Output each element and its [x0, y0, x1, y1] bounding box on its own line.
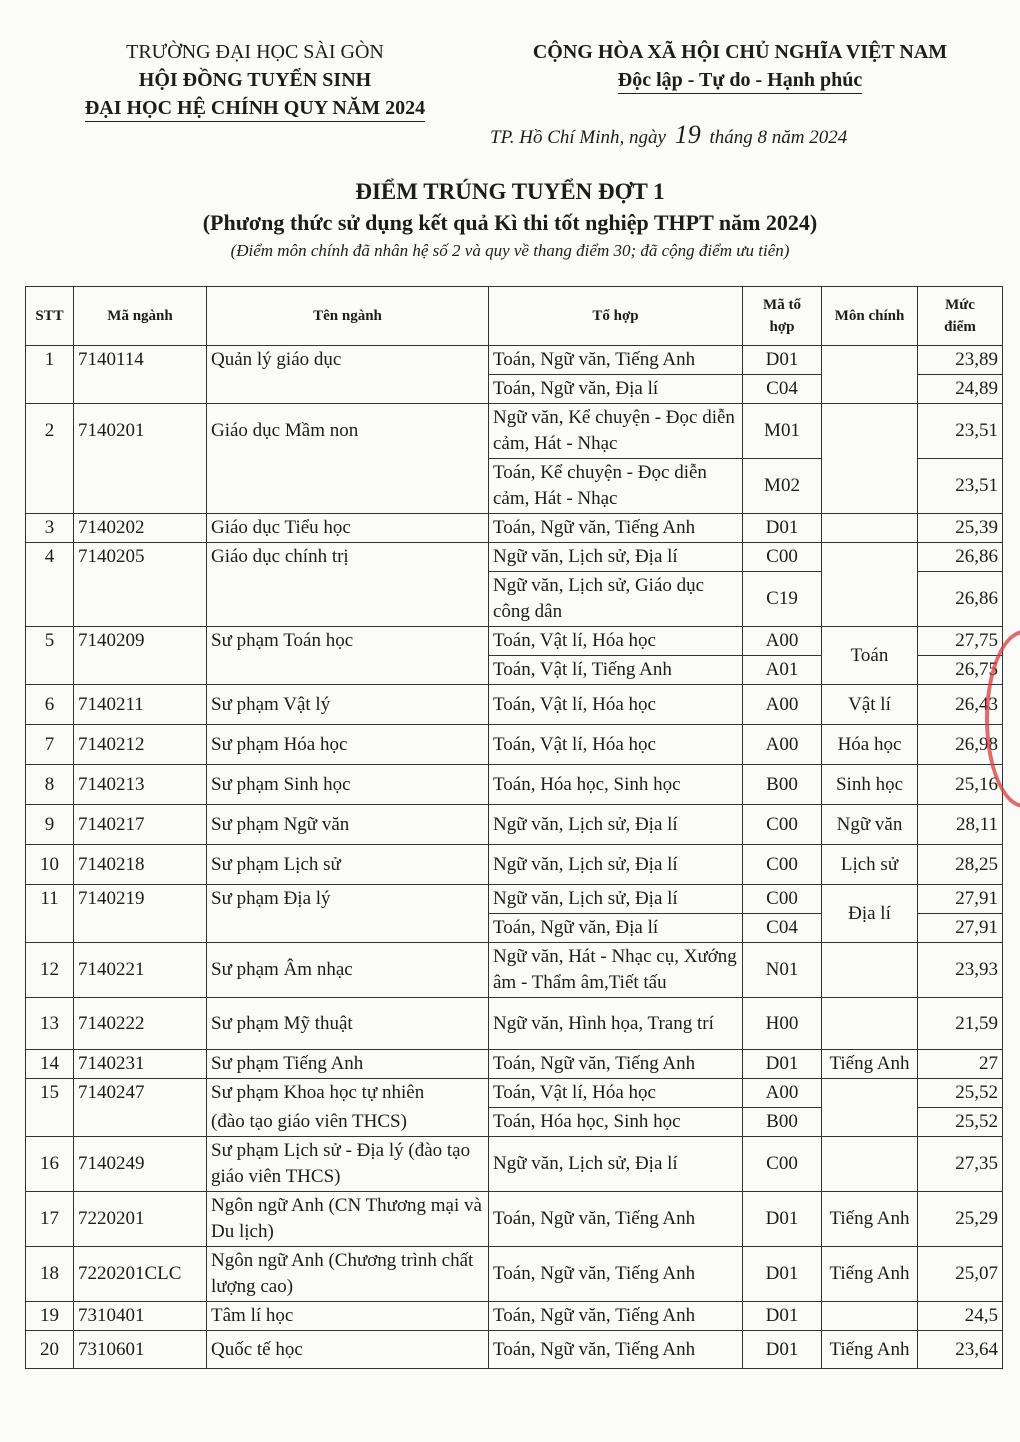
table-cell: C00 [743, 1137, 822, 1192]
table-cell: Sư phạm Địa lý [207, 885, 489, 943]
table-cell: 11 [26, 885, 74, 943]
table-cell: 7140209 [74, 627, 207, 685]
table-cell: C00 [743, 845, 822, 885]
table-cell: D01 [743, 1192, 822, 1247]
table-cell: 7140201 [74, 404, 207, 514]
document-note: (Điểm môn chính đã nhân hệ số 2 và quy về thang điểm 30; đã cộng điểm ưu tiên) [230, 241, 790, 260]
document-title-block [0, 176, 1020, 264]
table-cell: 7140211 [74, 685, 207, 725]
table-cell: 24,5 [918, 1302, 1003, 1331]
table-cell [822, 998, 918, 1050]
table-cell: D01 [743, 1302, 822, 1331]
date-suffix: tháng 8 năm 2024 [709, 127, 848, 148]
col-mon-chinh: Môn chính [822, 287, 918, 346]
table-cell: C00 [743, 543, 822, 572]
document-title: ĐIỂM TRÚNG TUYỂN ĐỢT 1 [355, 179, 665, 204]
table-cell: 10 [26, 845, 74, 885]
table-cell: Sinh học [822, 765, 918, 805]
table-cell: B00 [743, 1108, 822, 1137]
table-cell: Toán, Ngữ văn, Tiếng Anh [489, 1192, 743, 1247]
table-cell: Toán, Ngữ văn, Địa lí [489, 375, 743, 404]
table-row [26, 514, 1003, 543]
table-cell: 25,52 [918, 1108, 1003, 1137]
table-row [26, 943, 1003, 998]
table-cell: 25,29 [918, 1192, 1003, 1247]
table-row [26, 1302, 1003, 1331]
table-cell: 26,86 [918, 572, 1003, 627]
table-cell: Giáo dục chính trị [207, 543, 489, 627]
table-cell: 7220201CLC [74, 1247, 207, 1302]
table-cell: Quản lý giáo dục [207, 346, 489, 404]
table-cell: 16 [26, 1137, 74, 1192]
table-cell: C00 [743, 805, 822, 845]
table-row [26, 1192, 1003, 1247]
table-cell: Giáo dục Tiểu học [207, 514, 489, 543]
table-cell: Toán, Ngữ văn, Tiếng Anh [489, 514, 743, 543]
table-cell: Tiếng Anh [822, 1192, 918, 1247]
table-cell: Tiếng Anh [822, 1331, 918, 1369]
table-cell: C00 [743, 885, 822, 914]
table-cell: 7140221 [74, 943, 207, 998]
table-cell: Toán, Ngữ văn, Tiếng Anh [489, 1302, 743, 1331]
table-cell [822, 943, 918, 998]
admission-score-table [25, 286, 1003, 1369]
table-cell: 7140249 [74, 1137, 207, 1192]
table-cell: (đào tạo giáo viên THCS) [207, 1108, 489, 1137]
table-cell: 28,11 [918, 805, 1003, 845]
table-cell: Sư phạm Hóa học [207, 725, 489, 765]
table-cell: 26,75 [918, 656, 1003, 685]
table-cell: 18 [26, 1247, 74, 1302]
table-cell: Sư phạm Khoa học tự nhiên [207, 1079, 489, 1108]
table-cell: Sư phạm Mỹ thuật [207, 998, 489, 1050]
table-cell: Toán, Ngữ văn, Tiếng Anh [489, 346, 743, 375]
table-cell: 23,64 [918, 1331, 1003, 1369]
table-row [26, 845, 1003, 885]
table-cell: B00 [743, 765, 822, 805]
table-cell: A01 [743, 656, 822, 685]
table-cell: C04 [743, 375, 822, 404]
table-cell: 7140219 [74, 885, 207, 943]
table-cell: Ngôn ngữ Anh (Chương trình chất lượng cao) [207, 1247, 489, 1302]
table-cell: 7310601 [74, 1331, 207, 1369]
national-heading [500, 38, 980, 94]
table-cell: D01 [743, 1247, 822, 1302]
country-name: CỘNG HÒA XÃ HỘI CHỦ NGHĨA VIỆT NAM [532, 41, 948, 63]
col-to-hop: Tổ hợp [489, 287, 743, 346]
table-cell: 7220201 [74, 1192, 207, 1247]
table-row [26, 1079, 1003, 1108]
program-name: ĐẠI HỌC HỆ CHÍNH QUY NĂM 2024 [85, 95, 425, 122]
table-cell: 1 [26, 346, 74, 404]
table-row [26, 404, 1003, 459]
table-cell: Sư phạm Âm nhạc [207, 943, 489, 998]
table-cell [822, 404, 918, 514]
table-cell: 7140213 [74, 765, 207, 805]
table-row [26, 1050, 1003, 1079]
table-cell: 7140217 [74, 805, 207, 845]
table-cell: 27,91 [918, 885, 1003, 914]
table-cell: Tâm lí học [207, 1302, 489, 1331]
col-stt: STT [26, 287, 74, 346]
table-cell: M01 [743, 404, 822, 459]
col-ma-nganh: Mã ngành [74, 287, 207, 346]
table-cell: 25,07 [918, 1247, 1003, 1302]
table-cell: Ngữ văn, Hát - Nhạc cụ, Xướng âm - Thẩm âm,Tiết tấu [489, 943, 743, 998]
header-text: Mã tổ [763, 297, 801, 313]
table-cell: 7140114 [74, 346, 207, 404]
table-cell: D01 [743, 1050, 822, 1079]
table-cell: 7140212 [74, 725, 207, 765]
header-text: điểm [944, 319, 976, 335]
table-cell: 26,86 [918, 543, 1003, 572]
col-ten-nganh: Tên ngành [207, 287, 489, 346]
table-cell: 23,51 [918, 459, 1003, 514]
table-cell: A00 [743, 725, 822, 765]
table-cell: Toán, Hóa học, Sinh học [489, 765, 743, 805]
issue-date [490, 120, 847, 150]
date-prefix: TP. Hồ Chí Minh, ngày [490, 127, 666, 148]
table-cell: 5 [26, 627, 74, 685]
table-cell: Ngữ văn, Lịch sử, Địa lí [489, 805, 743, 845]
table-cell: 25,52 [918, 1079, 1003, 1108]
header-text: hợp [769, 319, 795, 335]
table-cell: A00 [743, 685, 822, 725]
table-cell: Tiếng Anh [822, 1050, 918, 1079]
table-cell: H00 [743, 998, 822, 1050]
table-cell: 25,39 [918, 514, 1003, 543]
table-cell: Sư phạm Tiếng Anh [207, 1050, 489, 1079]
table-row [26, 1137, 1003, 1192]
table-cell: 7140202 [74, 514, 207, 543]
table-row [26, 346, 1003, 375]
table-cell: 20 [26, 1331, 74, 1369]
table-cell: Sư phạm Vật lý [207, 685, 489, 725]
table-cell: C04 [743, 914, 822, 943]
table-cell: Toán, Vật lí, Hóa học [489, 627, 743, 656]
table-cell: D01 [743, 1331, 822, 1369]
table-cell: Ngữ văn, Lịch sử, Địa lí [489, 885, 743, 914]
table-row [26, 765, 1003, 805]
table-cell: Ngôn ngữ Anh (CN Thương mại và Du lịch) [207, 1192, 489, 1247]
motto: Độc lập - Tự do - Hạnh phúc [618, 67, 862, 94]
table-cell: Ngữ văn, Lịch sử, Địa lí [489, 543, 743, 572]
table-cell: 27,91 [918, 914, 1003, 943]
table-cell: 7140231 [74, 1050, 207, 1079]
table-cell: D01 [743, 346, 822, 375]
col-muc-diem [918, 287, 1003, 346]
table-cell: Ngữ văn, Lịch sử, Giáo dục công dân [489, 572, 743, 627]
table-cell: 7 [26, 725, 74, 765]
table-cell: D01 [743, 514, 822, 543]
table-cell: 14 [26, 1050, 74, 1079]
table-cell: 23,89 [918, 346, 1003, 375]
table-cell: Toán, Ngữ văn, Tiếng Anh [489, 1247, 743, 1302]
table-cell: 27,75 [918, 627, 1003, 656]
table-cell: 7310401 [74, 1302, 207, 1331]
table-cell: 4 [26, 543, 74, 627]
table-cell: A00 [743, 1079, 822, 1108]
table-cell [822, 1079, 918, 1137]
table-cell: N01 [743, 943, 822, 998]
table-cell: 26,98 [918, 725, 1003, 765]
table-cell: Toán, Vật lí, Tiếng Anh [489, 656, 743, 685]
university-name: TRƯỜNG ĐẠI HỌC SÀI GÒN [126, 41, 384, 63]
table-cell: 25,16 [918, 765, 1003, 805]
table-cell: 28,25 [918, 845, 1003, 885]
table-cell [822, 346, 918, 404]
table-cell: Sư phạm Lịch sử [207, 845, 489, 885]
table-cell: 7140247 [74, 1079, 207, 1137]
table-cell: Sư phạm Ngữ văn [207, 805, 489, 845]
header-text: Mức [945, 297, 975, 313]
table-cell [822, 1137, 918, 1192]
table-cell: Toán, Ngữ văn, Tiếng Anh [489, 1331, 743, 1369]
table-cell: A00 [743, 627, 822, 656]
table-cell: 7140222 [74, 998, 207, 1050]
table-row [26, 998, 1003, 1050]
table-cell: Sư phạm Sinh học [207, 765, 489, 805]
table-cell [822, 1302, 918, 1331]
table-cell: 27 [918, 1050, 1003, 1079]
table-cell: Toán, Ngữ văn, Tiếng Anh [489, 1050, 743, 1079]
table-cell: M02 [743, 459, 822, 514]
table-cell: Tiếng Anh [822, 1247, 918, 1302]
table-cell: 24,89 [918, 375, 1003, 404]
table-cell: 26,43 [918, 685, 1003, 725]
table-cell: 6 [26, 685, 74, 725]
council-name: HỘI ĐỒNG TUYỂN SINH [138, 69, 372, 91]
table-cell: 9 [26, 805, 74, 845]
date-day: 19 [674, 120, 701, 149]
table-row [26, 725, 1003, 765]
table-cell: Giáo dục Mầm non [207, 404, 489, 514]
table-cell: Toán, Vật lí, Hóa học [489, 685, 743, 725]
table-row [26, 543, 1003, 572]
table-cell: Ngữ văn, Kể chuyện - Đọc diễn cảm, Hát - Nhạc [489, 404, 743, 459]
table-cell: Địa lí [822, 885, 918, 943]
table-cell: 3 [26, 514, 74, 543]
table-cell: 23,93 [918, 943, 1003, 998]
table-cell: Toán, Ngữ văn, Địa lí [489, 914, 743, 943]
table-cell: Sư phạm Lịch sử - Địa lý (đào tạo giáo viên THCS) [207, 1137, 489, 1192]
table-header-row [26, 287, 1003, 346]
table-cell: Toán, Vật lí, Hóa học [489, 725, 743, 765]
table-row [26, 627, 1003, 656]
table-cell: Hóa học [822, 725, 918, 765]
table-cell: C19 [743, 572, 822, 627]
table-row [26, 1247, 1003, 1302]
table-cell: 7140218 [74, 845, 207, 885]
table-cell: 15 [26, 1079, 74, 1137]
table-row [26, 885, 1003, 914]
table-cell: 12 [26, 943, 74, 998]
table-cell: 17 [26, 1192, 74, 1247]
table-row [26, 805, 1003, 845]
table-cell: Ngữ văn, Hình họa, Trang trí [489, 998, 743, 1050]
table-cell: Toán [822, 627, 918, 685]
table-cell: Vật lí [822, 685, 918, 725]
table-row [26, 685, 1003, 725]
table-cell: Ngữ văn, Lịch sử, Địa lí [489, 845, 743, 885]
table-row [26, 1331, 1003, 1369]
table-cell: 19 [26, 1302, 74, 1331]
table-cell [822, 543, 918, 627]
table-cell: Lịch sử [822, 845, 918, 885]
table-cell: Toán, Kể chuyện - Đọc diễn cảm, Hát - Nhạc [489, 459, 743, 514]
table-cell: 7140205 [74, 543, 207, 627]
table-cell: 2 [26, 404, 74, 514]
table-cell: Sư phạm Toán học [207, 627, 489, 685]
issuer-block [40, 38, 470, 122]
table-cell: Quốc tế học [207, 1331, 489, 1369]
table-cell: 8 [26, 765, 74, 805]
table-cell: 23,51 [918, 404, 1003, 459]
table-cell: Toán, Vật lí, Hóa học [489, 1079, 743, 1108]
table-cell: 27,35 [918, 1137, 1003, 1192]
table-cell: 21,59 [918, 998, 1003, 1050]
table-cell: 13 [26, 998, 74, 1050]
table-cell [822, 514, 918, 543]
col-ma-to-hop [743, 287, 822, 346]
table-cell: Toán, Hóa học, Sinh học [489, 1108, 743, 1137]
table-cell: Ngữ văn, Lịch sử, Địa lí [489, 1137, 743, 1192]
table-cell: Ngữ văn [822, 805, 918, 845]
document-subtitle: (Phương thức sử dụng kết quả Kì thi tốt nghiệp THPT năm 2024) [202, 210, 818, 235]
